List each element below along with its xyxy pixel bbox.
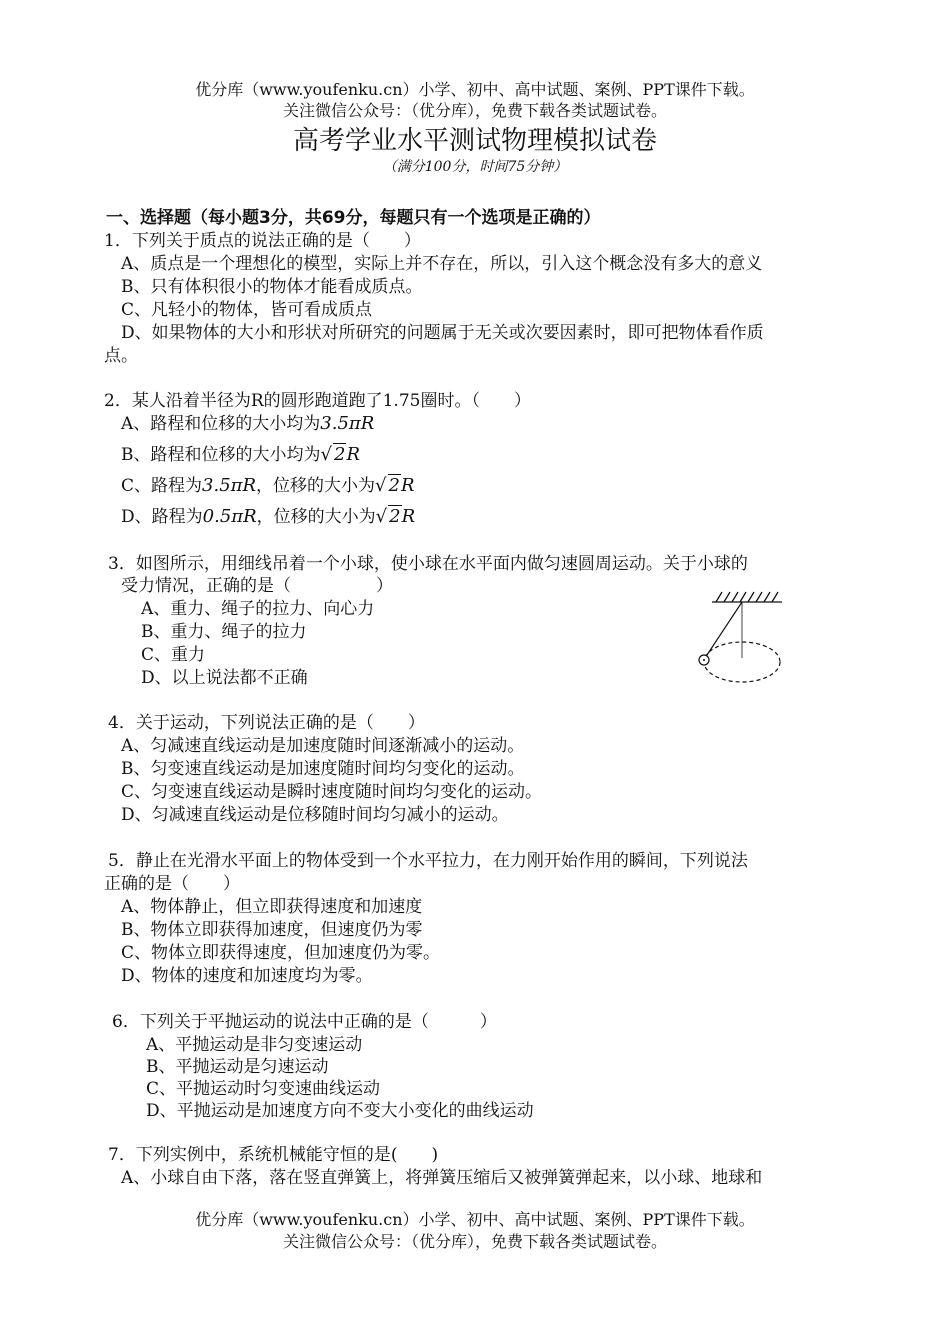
q2-var-r: R — [401, 506, 416, 527]
q2-option-a — [121, 413, 374, 435]
q6-option-a: A、平抛运动是非匀变速运动 — [146, 1035, 363, 1055]
q2-option-a-text: A、路程和位移的大小均为 — [121, 414, 321, 434]
q3-option-d: D、以上说法都不正确 — [141, 668, 308, 688]
footer-line-2: 关注微信公众号：（优分库），免费下载各类试题试卷。 — [282, 1232, 667, 1251]
q1-option-b: B、只有体积很小的物体才能看成质点。 — [121, 277, 423, 297]
q2-option-c — [121, 474, 415, 497]
q2-option-d-text2: ，位移的大小为 — [256, 507, 376, 527]
q5-option-a: A、物体静止，但立即获得速度和加速度 — [121, 897, 423, 917]
q6-stem: 6．下列关于平抛运动的说法中正确的是（ ） — [112, 1012, 497, 1032]
q1-option-d-cont: 点。 — [104, 346, 138, 366]
q7-stem: 7．下列实例中，系统机械能守恒的是( ) — [108, 1145, 439, 1165]
sqrt-expression: √ 2 — [375, 506, 401, 527]
q3-option-a: A、重力、绳子的拉力、向心力 — [141, 599, 375, 619]
q2-option-b-text: B、路程和位移的大小均为 — [121, 445, 321, 465]
q2-option-c-math: 3.5πR — [202, 475, 257, 496]
q2-option-d-text1: D、路程为 — [121, 507, 203, 527]
q4-stem: 4．关于运动，下列说法正确的是（ ） — [108, 713, 425, 733]
q2-option-c-text2: ，位移的大小为 — [256, 476, 376, 496]
q4-option-c: C、匀变速直线运动是瞬时速度随时间均匀变化的运动。 — [121, 782, 543, 802]
q5-stem-cont: 正确的是（ ） — [104, 874, 240, 894]
string-line — [705, 602, 742, 658]
q2-option-b — [121, 443, 360, 466]
page-subtitle: （满分100分，时间75分钟） — [382, 159, 568, 175]
section-heading: 一、选择题（每小题3分，共69分，每题只有一个选项是正确的） — [106, 208, 601, 228]
ceiling-hatch — [712, 592, 782, 602]
sqrt-expression: √ 2 — [320, 444, 346, 465]
header-line-1: 优分库（www.youfenku.cn）小学、初中、高中试题、案例、PPT课件下载。 — [195, 80, 755, 99]
sqrt-radicand: 2 — [389, 506, 401, 527]
q2-option-d-math: 0.5πR — [202, 506, 257, 527]
q7-option-a: A、小球自由下落，落在竖直弹簧上，将弹簧压缩后又被弹簧弹起来，以小球、地球和 — [121, 1168, 763, 1188]
ball-center — [703, 659, 705, 661]
q5-option-d: D、物体的速度和加速度均为零。 — [121, 966, 373, 986]
q2-var-r: R — [400, 475, 415, 496]
q3-option-b: B、重力、绳子的拉力 — [141, 622, 307, 642]
header-line-2: 关注微信公众号：（优分库），免费下载各类试题试卷。 — [282, 101, 667, 120]
q1-option-c: C、凡轻小的物体，皆可看成质点 — [121, 300, 373, 320]
q4-option-a: A、匀减速直线运动是加速度随时间逐渐减小的运动。 — [121, 736, 525, 756]
page-title: 高考学业水平测试物理模拟试卷 — [292, 126, 657, 156]
q4-option-d: D、匀减速直线运动是位移随时间均匀减小的运动。 — [121, 805, 509, 825]
q3-option-c: C、重力 — [141, 645, 206, 665]
q2-option-d — [121, 505, 415, 528]
q2-stem: 2．某人沿着半径为R的圆形跑道跑了1.75圈时。（ ） — [104, 391, 531, 411]
q6-option-d: D、平抛运动是加速度方向不变大小变化的曲线运动 — [146, 1101, 534, 1121]
sqrt-expression: √ 2 — [375, 475, 400, 496]
q2-option-a-math: 3.5πR — [320, 413, 375, 434]
q4-option-b: B、匀变速直线运动是加速度随时间均匀变化的运动。 — [121, 759, 525, 779]
q6-option-b: B、平抛运动是匀速运动 — [146, 1057, 329, 1077]
q2-option-c-text1: C、路程为 — [121, 476, 203, 496]
q1-option-a: A、质点是一个理想化的模型，实际上并不存在，所以，引入这个概念没有多大的意义 — [121, 254, 763, 274]
q5-option-b: B、物体立即获得加速度，但速度仍为零 — [121, 920, 423, 940]
q3-stem-cont: 受力情况，正确的是（ ） — [121, 576, 393, 596]
q1-stem: 1．下列关于质点的说法正确的是（ ） — [104, 231, 421, 251]
q1-option-d: D、如果物体的大小和形状对所研究的问题属于无关或次要因素时，即可把物体看作质 — [121, 323, 764, 343]
footer-line-1: 优分库（www.youfenku.cn）小学、初中、高中试题、案例、PPT课件下载。 — [195, 1210, 755, 1229]
sqrt-radicand: 2 — [333, 444, 346, 465]
q5-option-c: C、物体立即获得速度，但加速度仍为零。 — [121, 943, 441, 963]
q6-option-c: C、平抛运动时匀变速曲线运动 — [146, 1079, 381, 1099]
q2-var-r: R — [346, 444, 360, 465]
conical-pendulum-figure — [690, 588, 790, 692]
q5-stem: 5．静止在光滑水平面上的物体受到一个水平拉力，在力刚开始作用的瞬间，下列说法 — [108, 851, 748, 871]
sqrt-radicand: 2 — [388, 475, 400, 496]
q3-stem: 3．如图所示，用细线吊着一个小球，使小球在水平面内做匀速圆周运动。关于小球的 — [108, 554, 748, 574]
